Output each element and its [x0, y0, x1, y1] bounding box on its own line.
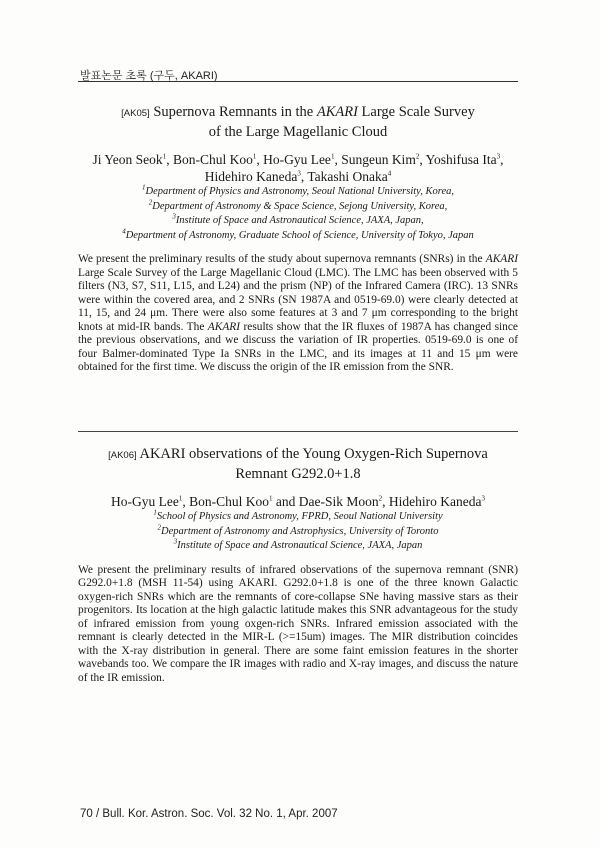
affiliation-marker: 1	[330, 152, 335, 161]
title-line-2: of the Large Magellanic Cloud	[208, 124, 388, 140]
affiliation-marker: 2	[378, 494, 383, 503]
abstract-entry-ak05	[78, 103, 518, 375]
affiliation-text: Department of Astronomy, Graduate School of Science, University of Tokyo, Japan	[125, 229, 474, 241]
affiliation-marker: 3	[172, 212, 176, 221]
abstract-segment: We present the preliminary results of the study about supernova remnants (SNRs) in the	[78, 253, 486, 265]
affiliation-text: Institute of Space and Astronautical Science, JAXA, Japan,	[175, 215, 424, 226]
abstract-emphasis: AKARI	[207, 320, 241, 333]
author-name: Ji Yeon Seok	[92, 152, 163, 167]
abstract-segment: Large Scale Survey of the Large Magellanic Cloud (LMC). The LMC has been observed with 5 filters (N3, S7, S11, L15, and L24) and the prism (NP) of the Infrared Camera (IRC). 13 SNRs were within the covered area, and 2 SNRs (SN 1987A and 0519-69.0) were clearly detected at 11, 15, and 24 μm. There were also some features at 3 and 7 μm corresponding to the bright knots at mid-IR bands. The	[78, 266, 518, 333]
author-name: Dae-Sik Moon	[298, 494, 379, 509]
affiliation-marker: 2	[148, 198, 153, 206]
affiliation-line	[78, 539, 518, 554]
affiliation-marker: 4	[122, 227, 126, 235]
title-line-2: Remnant G292.0+1.8	[235, 466, 361, 482]
affiliation-marker: 3	[297, 169, 301, 178]
author-list: Ji Yeon Seok$^1$, Bon-Chul Koo$^1$, Ho-Gyu Lee$^1$, Sungeun Kim$^2$, Yoshifusa Ita$^3$, Hidehiro Kaneda$^3$, Takashi Onaka$^4$	[92, 152, 504, 184]
affiliation-marker: 1	[162, 152, 167, 161]
author-name: Sungeun Kim	[341, 152, 416, 167]
affiliation-marker: 1	[269, 494, 273, 503]
affiliation-marker: 1	[178, 494, 183, 503]
title-text: AKARI observations of the Young Oxygen-Rich Supernova	[139, 446, 488, 462]
author-name: Yoshifusa Ita	[425, 152, 497, 167]
affiliation-line	[78, 229, 518, 244]
affiliation-line	[78, 214, 518, 229]
affiliation-line	[78, 510, 518, 525]
abstract-emphasis: AKARI	[485, 253, 518, 265]
title-emphasis: AKARI	[316, 104, 358, 120]
affiliation-marker: 3	[173, 537, 178, 546]
affiliation-marker: 1	[252, 152, 257, 161]
abstract-text	[78, 564, 518, 686]
section-divider	[78, 431, 518, 432]
abstract-segment: results show that the IR fluxes of 1987A has changed since the previous observations, and we discuss the variation of IR properties. 0519-69.0 is one of four Balmer-dominated Type Ia SNRs in the LMC, and its images at 11 and 15 μm were obtained for the first time. We discuss the origin of the IR emission from the SNR.	[78, 320, 518, 373]
affiliation-text: Department of Astronomy & Space Science, Sejong University, Korea,	[152, 200, 448, 212]
author-list: Ho-Gyu Lee$^1$, Bon-Chul Koo$^1$ and Dae-Sik Moon$^2$, Hidehiro Kaneda$^3$	[111, 494, 485, 509]
affiliation-text: Department of Astronomy and Astrophysics, University of Toronto	[161, 525, 439, 537]
affiliation-marker: 4	[387, 169, 392, 178]
paper-title	[78, 445, 518, 483]
affiliation-marker: 3	[496, 152, 501, 161]
affiliation-line	[78, 525, 518, 540]
title-text-cont: Large Scale Survey	[357, 104, 475, 120]
abstract-text	[78, 253, 518, 375]
header-rule	[78, 81, 518, 82]
running-header: 발표논문 초록 (구두, AKARI)	[80, 70, 218, 82]
page-footer: 70 / Bull. Kor. Astron. Soc. Vol. 32 No. 1, Apr. 2007	[80, 808, 338, 820]
affiliation-marker: 2	[415, 152, 420, 161]
affiliation-marker: 2	[157, 523, 161, 531]
affiliation-marker: 3	[481, 494, 485, 503]
author-name: Bon-Chul Koo	[172, 152, 253, 167]
author-name: Ho-Gyu Lee	[263, 152, 331, 167]
title-text: Supernova Remnants in the	[153, 104, 317, 120]
affiliation-text: Institute of Space and Astronautical Science, JAXA, Japan	[177, 540, 423, 551]
affiliation-marker: 1	[142, 183, 146, 192]
affiliation-text: School of Physics and Astronomy, FPRD, Seoul National University	[156, 511, 443, 522]
author-name: Ho-Gyu Lee	[111, 494, 179, 509]
author-name: Takashi Onaka	[307, 169, 388, 184]
author-name: Hidehiro Kaneda	[388, 494, 482, 509]
author-name: Bon-Chul Koo	[189, 494, 270, 509]
affiliation-text: Department of Physics and Astronomy, Seoul National University, Korea,	[145, 186, 454, 197]
affiliation-list	[78, 185, 518, 243]
affiliation-line	[78, 185, 518, 200]
paper-title	[78, 103, 518, 141]
affiliation-line	[78, 200, 518, 215]
abstract-segment: We present the preliminary results of infrared observations of the supernova remnant (SNR) G292.0+1.8 (MSH 11-54) using AKARI. G292.0+1.8 is one of the three known Galactic oxygen-rich SNRs which are the remnants of core-collapse SNe having massive stars as their progenitors. Its location at the high galactic latitude makes this SNR advantageous for the study of infrared emission from young oxgen-rich SNRs. Infrared emission associated with the remnant is clearly detected in the MIR-L (>=15um) images. The MIR distribution coincides with the X-ray distribution in general. There are some faint emission features in the shorter wavebands too. We compare the IR images with radio and X-ray images, and discuss the nature of the IR emission.	[78, 563, 518, 684]
affiliation-list	[78, 510, 518, 554]
paper-code: [AK05]	[121, 108, 150, 119]
author-name: Hidehiro Kaneda	[204, 169, 298, 184]
affiliation-marker: 1	[153, 508, 157, 517]
paper-code: [AK06]	[108, 450, 137, 461]
abstract-entry-ak06	[78, 445, 518, 685]
